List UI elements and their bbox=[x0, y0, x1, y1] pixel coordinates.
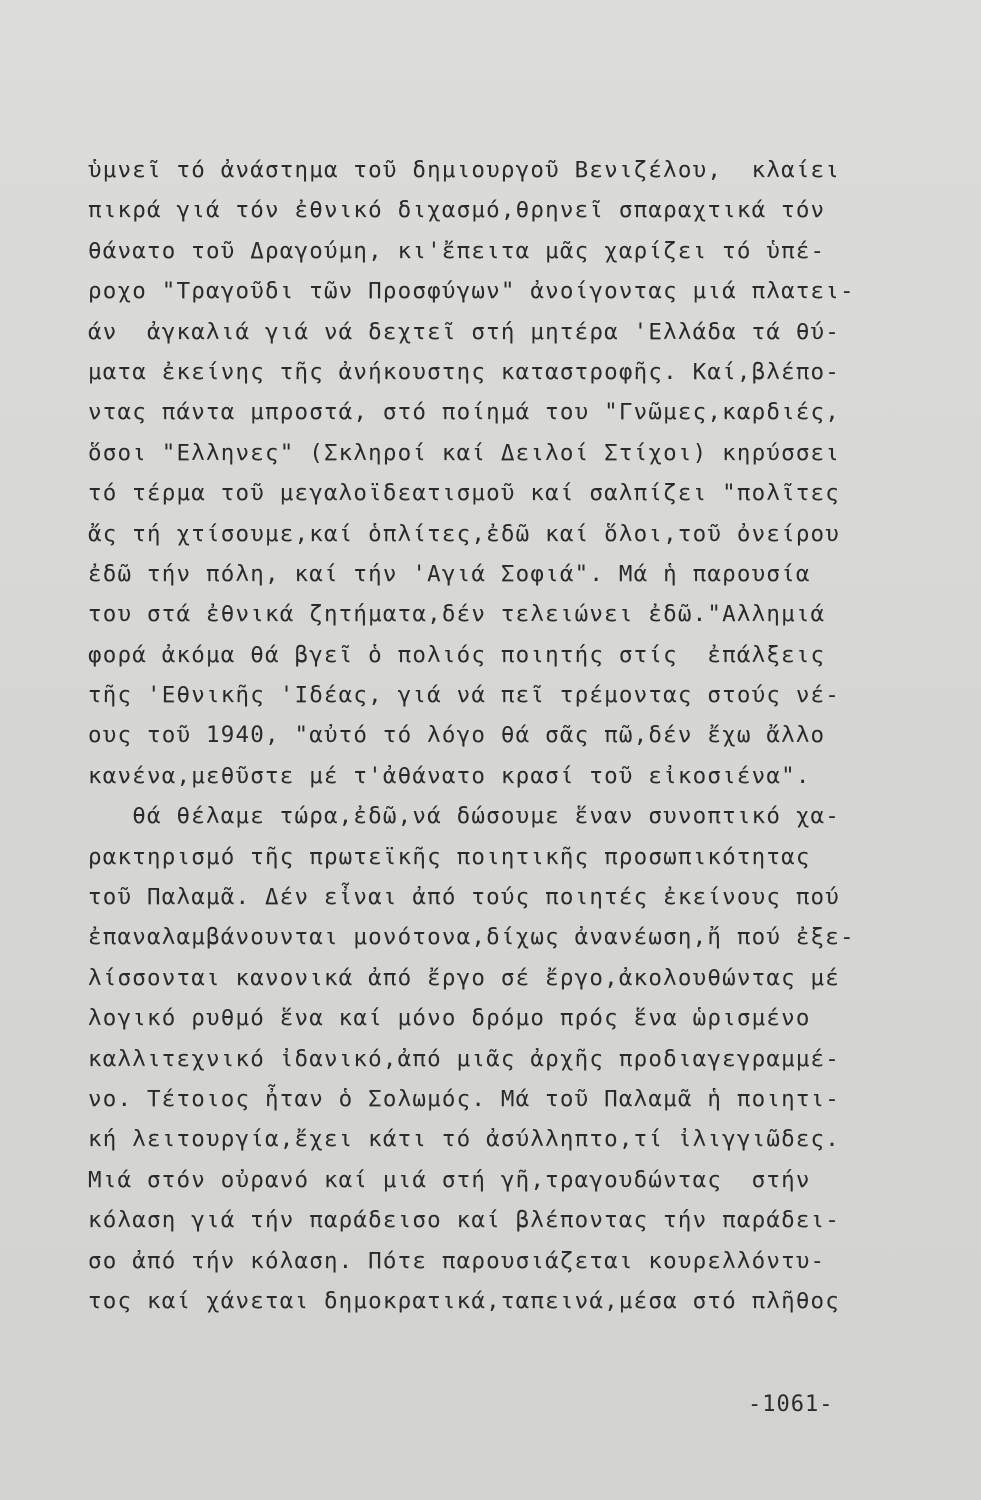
text-line: τό τέρμα τοῦ μεγαλοϊδεατισμοῦ καί σαλπίζει "πολῖτες bbox=[88, 480, 841, 507]
text-line: ροχο "Τραγοῦδι τῶν Προσφύγων" ἀνοίγοντας μιά πλατει- bbox=[88, 278, 855, 305]
text-line: κή λειτουργία,ἔχει κάτι τό ἀσύλληπτο,τί ἰλιγγιῶδες. bbox=[88, 1126, 841, 1153]
text-body bbox=[88, 150, 898, 1321]
text-line: ὑμνεῖ τό ἀνάστημα τοῦ δημιουργοῦ Βενιζέλου, κλαίει bbox=[88, 157, 841, 183]
text-line: πικρά γιά τόν ἐθνικό διχασμό,θρηνεῖ σπαραχτικά τόν bbox=[88, 197, 826, 224]
text-line: τος καί χάνεται δημοκρατικά,ταπεινά,μέσα στό πλῆθος bbox=[88, 1287, 841, 1314]
text-line: άν ἀγκαλιά γιά νά δεχτεῖ στή μητέρα 'Ελλάδα τά θύ- bbox=[88, 318, 841, 345]
text-line: σο ἀπό τήν κόλαση. Πότε παρουσιάζεται κουρελλόντυ- bbox=[88, 1247, 826, 1274]
text-line: ντας πάντα μπροστά, στό ποίημά του "Γνῶμες,καρδιές, bbox=[88, 399, 841, 426]
text-line: ὅσοι "Ελληνες" (Σκληροί καί Δειλοί Στίχοι) κηρύσσει bbox=[88, 439, 841, 466]
text-line: ρακτηρισμό τῆς πρωτεϊκῆς ποιητικῆς προσωπικότητας bbox=[88, 843, 811, 870]
text-line: του στά ἐθνικά ζητήματα,δέν τελειώνει ἐδῶ."Αλλημιά bbox=[88, 601, 826, 628]
page-number: -1061- bbox=[748, 1392, 834, 1417]
text-line: θάνατο τοῦ Δραγούμη, κι'ἔπειτα μᾶς χαρίζει τό ὑπέ- bbox=[88, 237, 826, 264]
text-line: Μιά στόν οὐρανό καί μιά στή γῆ,τραγουδώντας στήν bbox=[88, 1166, 811, 1193]
text-line: τοῦ Παλαμᾶ. Δέν εἶναι ἀπό τούς ποιητές ἐκείνους πού bbox=[88, 884, 841, 911]
text-line: θά θέλαμε τώρα,ἐδῶ,νά δώσουμε ἕναν συνοπτικό χα- bbox=[88, 803, 841, 830]
text-line: λίσσονται κανονικά ἀπό ἔργο σέ ἔργο,ἀκολουθώντας μέ bbox=[88, 964, 841, 991]
text-line: ἐδῶ τήν πόλη, καί τήν 'Αγιά Σοφιά". Μά ἡ παρουσία bbox=[88, 560, 811, 587]
text-line: τῆς 'Εθνικῆς 'Ιδέας, γιά νά πεῖ τρέμοντας στούς νέ- bbox=[88, 682, 841, 709]
text-line: νο. Τέτοιος ἦταν ὁ Σολωμός. Μά τοῦ Παλαμᾶ ἡ ποιητι- bbox=[88, 1085, 841, 1112]
text-line: φορά ἀκόμα θά βγεῖ ὁ πολιός ποιητής στίς ἐπάλξεις bbox=[88, 641, 826, 668]
text-line: ους τοῦ 1940, "αὐτό τό λόγο θά σᾶς πῶ,δέν ἔχω ἄλλο bbox=[88, 722, 826, 749]
text-line: λογικό ρυθμό ἕνα καί μόνο δρόμο πρός ἕνα ὡρισμένο bbox=[88, 1005, 811, 1032]
text-line: ματα ἐκείνης τῆς ἀνήκουστης καταστροφῆς. Καί,βλέπο- bbox=[88, 358, 841, 385]
text-line: καλλιτεχνικό ἰδανικό,ἀπό μιᾶς ἀρχῆς προδιαγεγραμμέ- bbox=[88, 1045, 841, 1072]
text-line: ἄς τή χτίσουμε,καί ὁπλίτες,ἐδῶ καί ὅλοι,τοῦ ὀνείρου bbox=[88, 520, 841, 547]
text-line: ἐπαναλαμβάνουνται μονότονα,δίχως ἀνανέωση,ἤ πού ἐξε- bbox=[88, 924, 855, 951]
text-line: κόλαση γιά τήν παράδεισο καί βλέποντας τήν παράδει- bbox=[88, 1207, 841, 1234]
text-line: κανένα,μεθῦστε μέ τ'ἀθάνατο κρασί τοῦ εἰκοσιένα". bbox=[88, 762, 811, 789]
